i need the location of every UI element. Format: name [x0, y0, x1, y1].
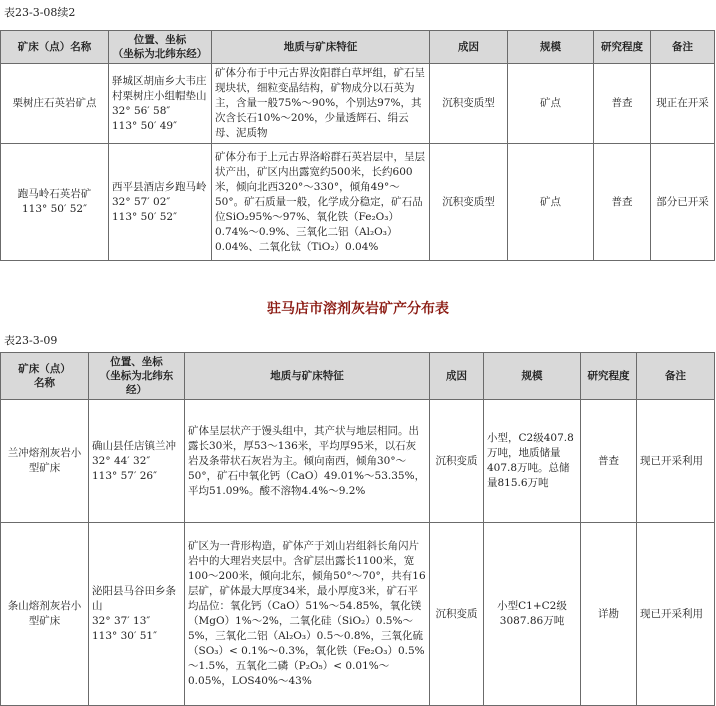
col-header-name: 矿床（点） 名称: [1, 353, 89, 400]
ore-table-2: [0, 352, 715, 706]
deposit-remark: 部分已开采: [651, 144, 715, 261]
deposit-geology: 矿体呈层状产于馒头组中，其产状与地层相同。出露长30米，厚53～136米，平均厚95米，以石灰岩及条带状石灰岩为主。倾向南西，倾角30°～50°，矿石中氧化钙（CaO）49.01%～53.35%，平均51.09%。酸不溶物4.4%～9.2%: [185, 400, 430, 523]
deposit-scale: 小型C1+C2级3087.86万吨: [484, 523, 581, 706]
deposit-research: 普查: [594, 144, 651, 261]
deposit-location: 确山县任店镇兰冲 32° 44′ 32″ 113° 57′ 26″: [89, 400, 185, 523]
deposit-research: 普查: [594, 64, 651, 144]
deposit-geology: 矿体分布于上元古界洛峪群石英岩层中，呈层状产出，矿区内出露宽约500米，长约600米，倾向北西320°～330°，倾角49°～50°。矿石质量一般，化学成分稳定，矿石品位SiO₂95%～97%、氧化铁（Fe₂O₃）0.74%～0.9%、三氧化二铝（Al₂O₃）0.04%、二氧化钛（TiO₂）0.04%: [212, 144, 430, 261]
col-header-remark: 备注: [651, 31, 715, 64]
col-header-scale: 规模: [484, 353, 581, 400]
table-row: [1, 64, 715, 144]
col-header-research: 研究程度: [594, 31, 651, 64]
col-header-research: 研究程度: [581, 353, 637, 400]
table-row: [1, 523, 715, 706]
deposit-name: 兰冲熔剂灰岩小型矿床: [1, 400, 89, 523]
col-header-geology: 地质与矿床特征: [212, 31, 430, 64]
deposit-research: 普查: [581, 400, 637, 523]
ore-table-1: [0, 30, 715, 261]
deposit-remark: 现正在开采: [651, 64, 715, 144]
deposit-name: 跑马岭石英岩矿 113° 50′ 52″: [1, 144, 109, 261]
deposit-scale: 矿点: [508, 64, 594, 144]
deposit-location: 泌阳县马谷田乡条山 32° 37′ 13″ 113° 30′ 51″: [89, 523, 185, 706]
deposit-genesis: 沉积变质型: [430, 64, 508, 144]
deposit-genesis: 沉积变质: [430, 400, 484, 523]
col-header-genesis: 成因: [430, 31, 508, 64]
col-header-scale: 规模: [508, 31, 594, 64]
deposit-remark: 现已开采利用: [637, 523, 715, 706]
col-header-geology: 地质与矿床特征: [185, 353, 430, 400]
col-header-name: 矿床（点）名称: [1, 31, 109, 64]
col-header-location: 位置、坐标 （坐标为北纬东经）: [109, 31, 212, 64]
section-title: 驻马店市溶剂灰岩矿产分布表: [267, 301, 449, 317]
deposit-research: 详勘: [581, 523, 637, 706]
deposit-scale: 矿点: [508, 144, 594, 261]
deposit-remark: 现已开采利用: [637, 400, 715, 523]
col-header-genesis: 成因: [430, 353, 484, 400]
deposit-location: 西平县酒店乡跑马岭 32° 57′ 02″ 113° 50′ 52″: [109, 144, 212, 261]
deposit-geology: 矿区为一背形构造，矿体产于刘山岩组斜长角闪片岩中的大理岩夹层中。含矿层出露长1100米，宽100～200米，倾向北东，倾角50°～70°，共有16层矿，矿体最大厚度34米，最小厚度3米，矿石平均品位：氧化钙（CaO）51%～54.85%，氧化镁（MgO）1%～2%，二氧化硅（SiO₂）0.5%～5%，三氧化二铝（Al₂O₃）0.5～0.8%，三氧化硫（SO₃）< 0.1%～0.3%，氧化铁（Fe₂O₃）0.5%～1.5%，五氧化二磷（P₂O₅）< 0.01%～0.05%，LOS40%～43%: [185, 523, 430, 706]
table-row: [1, 400, 715, 523]
col-header-location: 位置、坐标 （坐标为北纬东经）: [89, 353, 185, 400]
deposit-genesis: 沉积变质: [430, 523, 484, 706]
table-header-row: [1, 353, 715, 400]
deposit-scale: 小型，C2级407.8万吨，地质储量407.8万吨。总储量815.6万吨: [484, 400, 581, 523]
deposit-geology: 矿体分布于中元古界汝阳群白草坪组，矿石呈现块状，细粒变晶结构，矿物成分以石英为主，含量一般75%～90%，个别达97%，其次含长石10%～20%，少量透辉石、绢云母、泥质物: [212, 64, 430, 144]
table-header-row: [1, 31, 715, 64]
deposit-genesis: 沉积变质型: [430, 144, 508, 261]
table1-caption: 表23-3-08续2: [4, 6, 76, 19]
deposit-name: 条山熔剂灰岩小型矿床: [1, 523, 89, 706]
col-header-remark: 备注: [637, 353, 715, 400]
table2-caption: 表23-3-09: [4, 334, 58, 347]
deposit-location: 驿城区胡庙乡大韦庄村栗树庄小组帽垫山 32° 56′ 58″ 113° 50′ 49″: [109, 64, 212, 144]
table-row: [1, 144, 715, 261]
deposit-name: 栗树庄石英岩矿点: [1, 64, 109, 144]
